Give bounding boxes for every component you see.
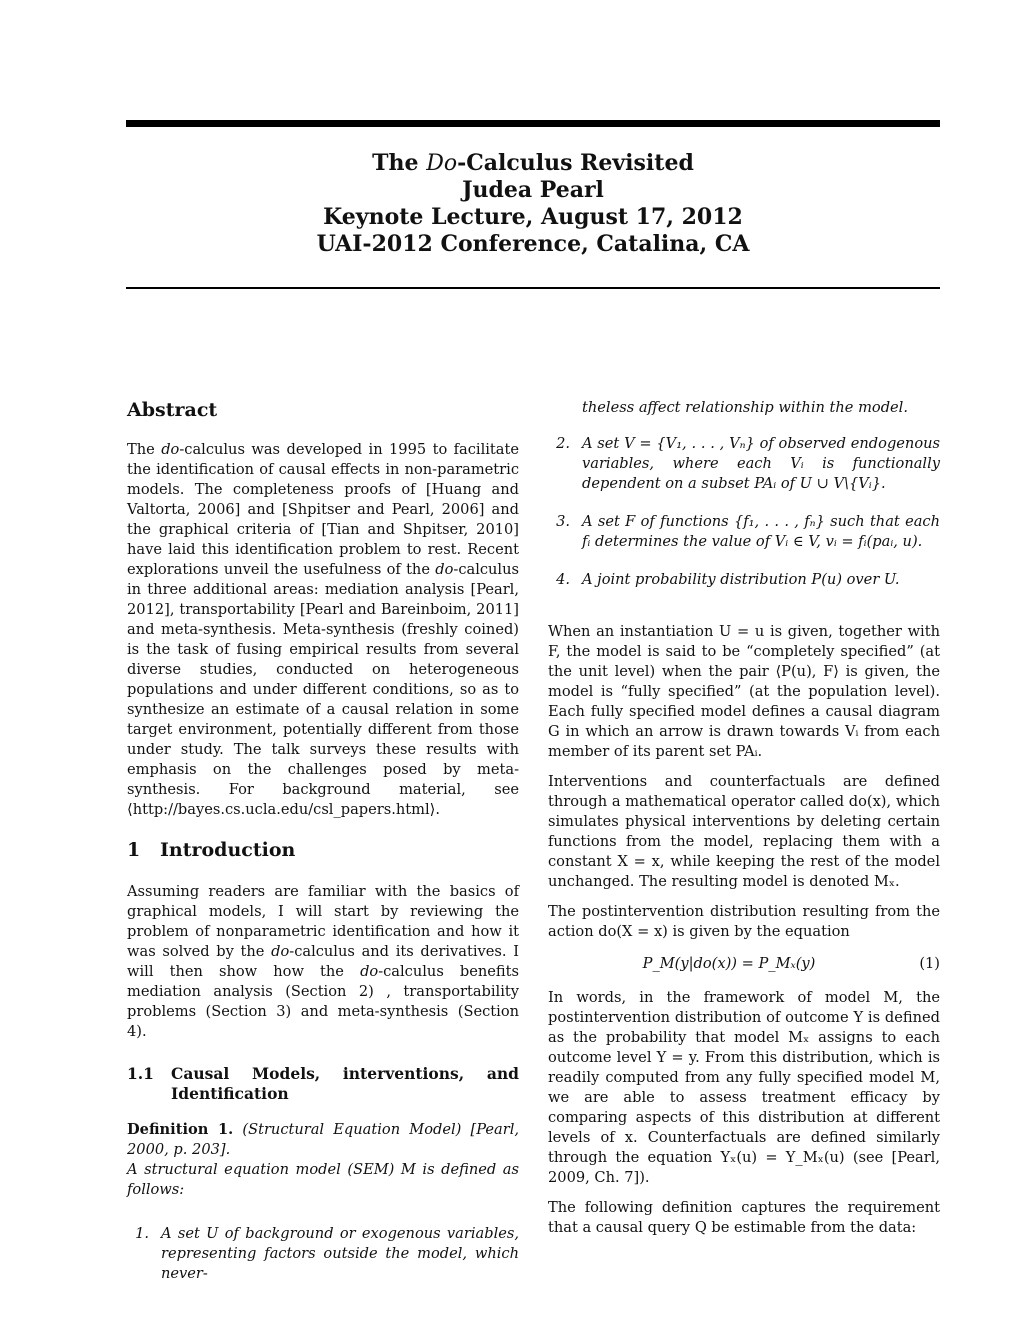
list-item: 4. A joint probability distribution P(u) over U.: [556, 571, 900, 588]
paragraph: When an instantiation U = u is given, together with F, the model is said to be “completely specified” (at the unit level) when the pair ⟨P(u), F⟩ is given, the model is “fully specified” (at the population level). Each fully specified model defines a causal diagram G in which an arrow is drawn towards Vᵢ from each member of its parent set PAᵢ.: [548, 623, 940, 760]
right-column: [548, 398, 940, 1248]
paper-title: The Do-Calculus Revisited: [372, 150, 694, 176]
event: Keynote Lecture, August 17, 2012: [323, 204, 743, 230]
paragraph: The postintervention distribution resulting from the action do(X = x) is given by the equation: [548, 903, 940, 940]
author: Judea Pearl: [462, 177, 604, 203]
title-block: [126, 150, 940, 258]
definition: Definition 1. (Structural Equation Model) [Pearl, 2000, p. 203]. A structural equation model (SEM) M is defined as follows:: [127, 1121, 519, 1198]
list-item: 3. A set F of functions {f₁, . . . , fₙ} such that each fᵢ determines the value of Vᵢ ∈ V, vᵢ = fᵢ(paᵢ, u).: [556, 513, 940, 550]
bottom-rule: [126, 287, 940, 289]
equation: P_M(y|do(x)) = P_Mₓ(y) (1): [642, 955, 940, 972]
left-column: [127, 398, 519, 1302]
subsection-heading: 1.1 Causal Models, interventions, and Identification: [127, 1064, 519, 1103]
definition-list-right: [548, 398, 940, 590]
paragraph: Interventions and counterfactuals are defined through a mathematical operator called do(x), which simulates physical interventions by deleting certain functions from the model, replacing them with a constant X = x, while keeping the rest of the model unchanged. The resulting model is denoted Mₓ.: [548, 773, 940, 890]
intro-text: Assuming readers are familiar with the basics of graphical models, I will start by reviewing the problem of nonparametric identification and how it was solved by the do-calculus and its derivatives. I will then show how the do-calculus benefits mediation analysis (Section 2) , transportability problems (Section 3) and meta-synthesis (Section 4).: [127, 883, 520, 1040]
top-rule: [126, 120, 940, 127]
section-heading: 1 Introduction: [127, 839, 296, 861]
definition-list-left: [127, 1224, 519, 1284]
paragraph: The following definition captures the requirement that a causal query Q be estimable from the data:: [548, 1199, 940, 1236]
abstract-heading: Abstract: [127, 399, 218, 421]
equation-number: (1): [919, 955, 940, 972]
list-item: 1. A set U of background or exogenous variables, representing factors outside the model, which never-: [135, 1225, 519, 1282]
list-item: theless affect relationship within the model.: [582, 399, 908, 416]
abstract-text: The do-calculus was developed in 1995 to facilitate the identification of causal effects in non-parametric models. The completeness proofs of [Huang and Valtorta, 2006] and [Shpitser and Pearl, 2006] and the graphical criteria of [Tian and Shpitser, 2010] have laid this identification problem to rest. Recent explorations unveil the usefulness of the do-calculus in three additional areas: mediation analysis [Pearl, 2012], transportability [Pearl and Bareinboim, 2011] and meta-synthesis. Meta-synthesis (freshly coined) is the task of fusing empirical results from several diverse studies, conducted on heterogeneous populations and under different conditions, so as to synthesize an estimate of a causal relation in some target environment, potentially different from those under study. The talk surveys these results with emphasis on the challenges posed by meta-synthesis. For background material, see ⟨http://bayes.cs.ucla.edu/csl_papers.html⟩.: [127, 441, 519, 818]
paragraph: In words, in the framework of model M, the postintervention distribution of outcome Y is defined as the probability that model Mₓ assigns to each outcome level Y = y. From this distribution, which is readily computed from any fully specified model M, we are able to assess treatment efficacy by comparing aspects of this distribution at different levels of x. Counterfactuals are defined similarly through the equation Yₓ(u) = Y_Mₓ(u) (see [Pearl, 2009, Ch. 7]).: [548, 989, 940, 1186]
venue: UAI-2012 Conference, Catalina, CA: [316, 231, 750, 257]
list-item: 2. A set V = {V₁, . . . , Vₙ} of observed endogenous variables, where each Vᵢ is functionally dependent on a subset PAᵢ of U ∪ V\{Vᵢ}.: [556, 435, 940, 492]
